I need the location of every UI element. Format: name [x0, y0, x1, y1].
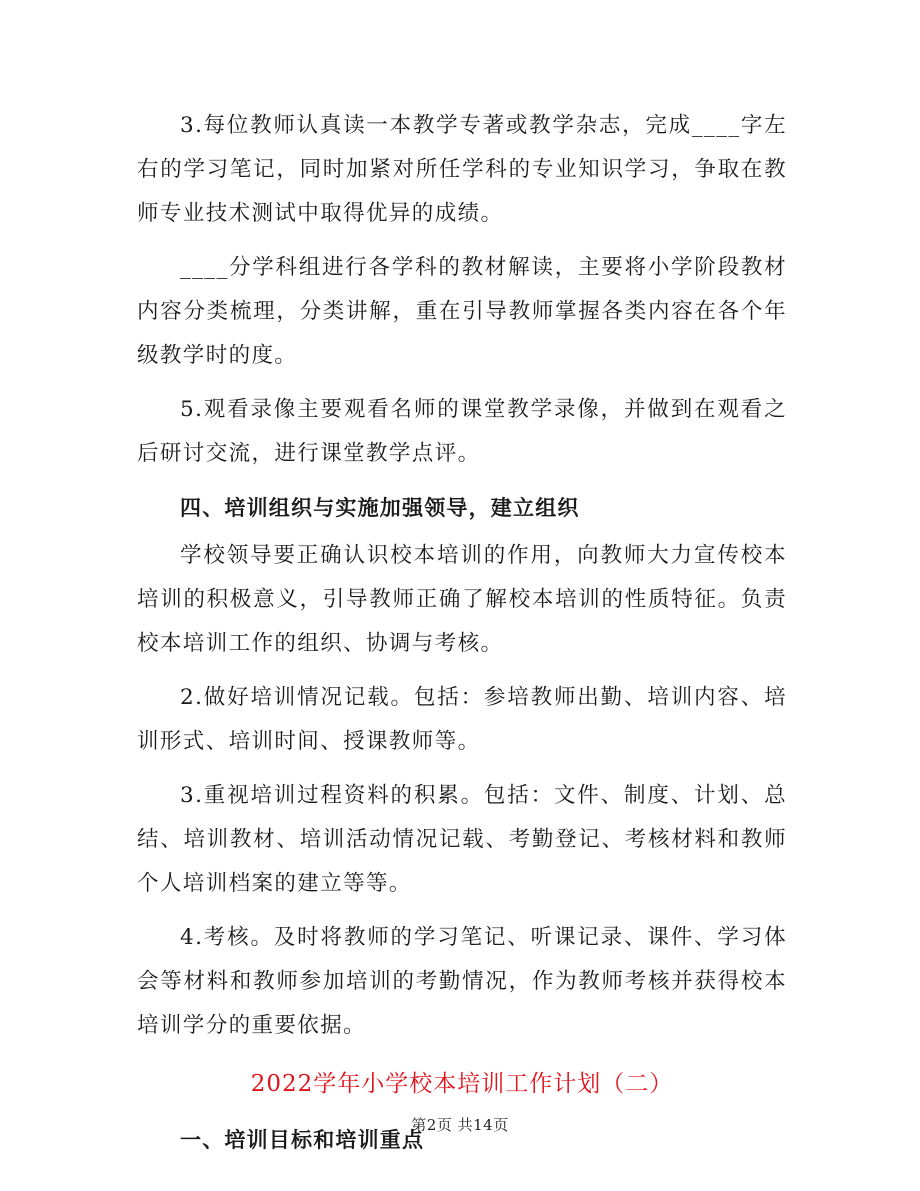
section-heading-goals: 一、培训目标和培训重点	[180, 1127, 425, 1152]
section-heading-organization: 四、培训组织与实施加强领导，建立组织	[180, 495, 580, 520]
page-number-footer: 第2页 共14页	[411, 1116, 509, 1134]
paragraph-assessment: 4.考核。及时将教师的学习笔记、听课记录、课件、学习体会等材料和教师参加培训的考勤情况，作为教师考核并获得校本培训学分的重要依据。	[137, 925, 787, 1038]
paragraph-textbook-analysis: ____分学科组进行各学科的教材解读，主要将小学阶段教材内容分类梳理，分类讲解，重在引导教师掌握各类内容在各个年级教学时的度。	[137, 255, 787, 368]
document-title-part-two: 2022学年小学校本培训工作计划（二）	[250, 1071, 674, 1097]
paragraph-records: 2.做好培训情况记载。包括：参培教师出勤、培训内容、培训形式、培训时间、授课教师等。	[137, 685, 787, 754]
document-body	[137, 104, 787, 1162]
paragraph-video-watching: 5.观看录像主要观看名师的课堂教学录像，并做到在观看之后研讨交流，进行课堂教学点评。	[137, 397, 787, 466]
paragraph-materials: 3.重视培训过程资料的积累。包括：文件、制度、计划、总结、培训教材、培训活动情况记载、考勤登记、考核材料和教师个人培训档案的建立等等。	[137, 783, 787, 896]
paragraph-leadership: 学校领导要正确认识校本培训的作用，向教师大力宣传校本培训的积极意义，引导教师正确了解校本培训的性质特征。负责校本培训工作的组织、协调与考核。	[137, 543, 787, 656]
paragraph-reading-notes: 3.每位教师认真读一本教学专著或教学杂志，完成____字左右的学习笔记，同时加紧对所任学科的专业知识学习，争取在教师专业技术测试中取得优异的成绩。	[137, 113, 787, 226]
